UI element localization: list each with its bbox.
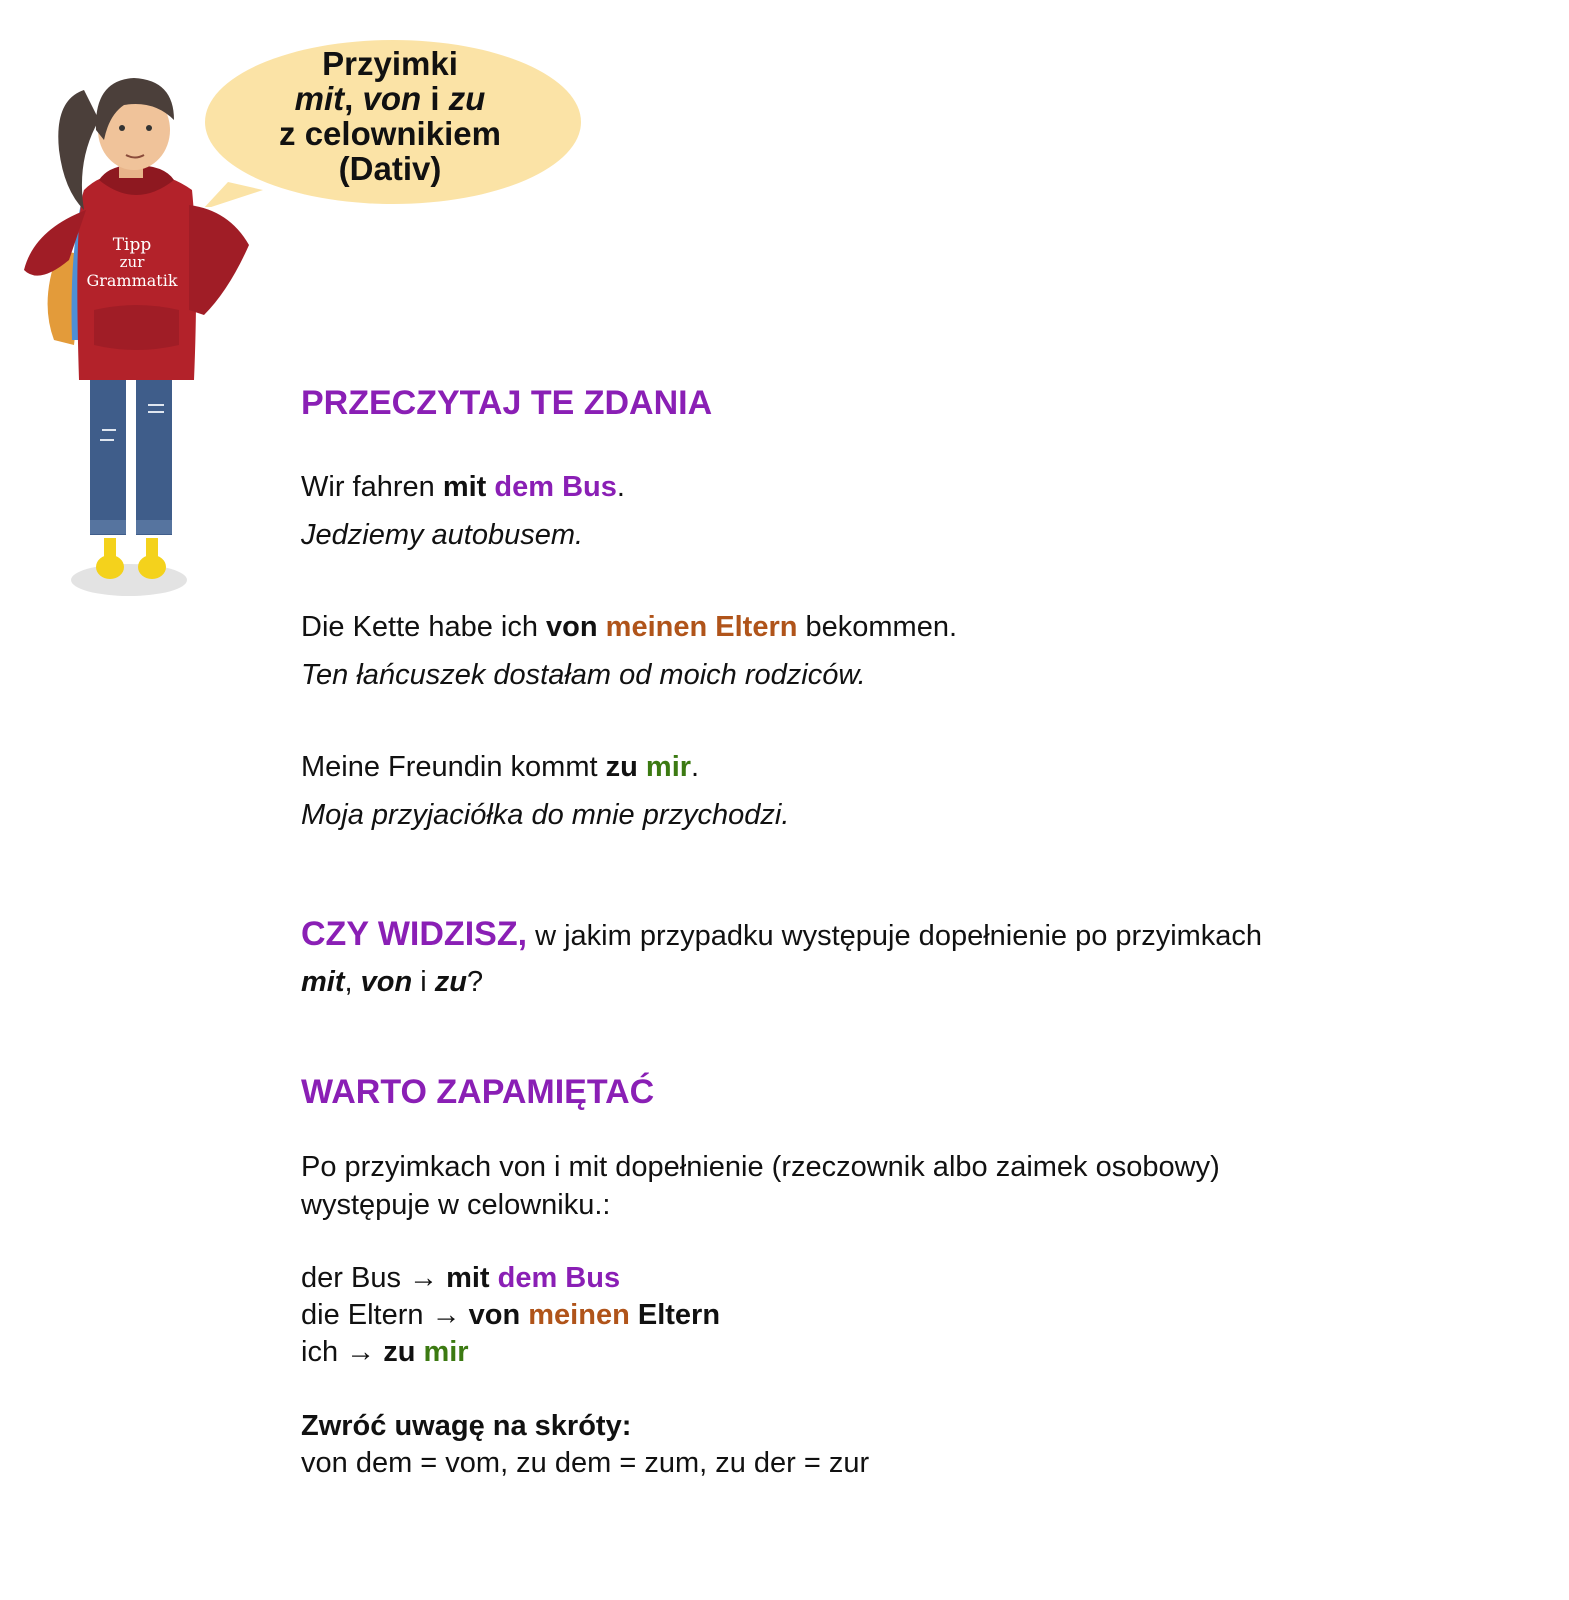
hoodie-text-2: zur xyxy=(119,253,145,271)
bubble-line-4: (Dativ) xyxy=(338,150,442,187)
bubble-line-1: Przyimki xyxy=(322,45,458,82)
rule-line-2: występuje w celowniku.: xyxy=(301,1189,611,1221)
bubble-line-3: z celownikiem xyxy=(279,115,501,152)
section-heading-read: PRZECZYTAJ TE ZDANIA xyxy=(301,384,713,422)
question-line: CZY WIDZISZ, w jakim przypadku występuje dopełnienie po przyimkach xyxy=(301,915,1263,953)
hoodie-text-3: Grammatik xyxy=(86,271,178,290)
section-heading-question: CZY WIDZISZ, xyxy=(301,915,528,953)
bubble-line-2: mit, von i zu xyxy=(294,80,486,117)
rule-line-1: Po przyimkach von i mit dopełnienie (rzeczownik albo zaimek osobowy) xyxy=(301,1151,1220,1183)
conversion-1: der Bus → mit dem Bus xyxy=(301,1262,621,1294)
hoodie-text-1: Tipp xyxy=(112,235,152,255)
question-prepositions: mit, von i zu? xyxy=(301,966,484,998)
example-de-3: Meine Freundin kommt zu mir. xyxy=(301,751,700,783)
example-pl-1: Jedziemy autobusem. xyxy=(301,519,584,551)
bubble-title xyxy=(240,46,540,186)
note-text: von dem = vom, zu dem = zum, zu der = zur xyxy=(301,1447,870,1479)
example-de-2: Die Kette habe ich von meinen Eltern bekommen. xyxy=(301,611,958,643)
conversion-2: die Eltern → von meinen Eltern xyxy=(301,1299,721,1331)
note-title: Zwróć uwagę na skróty: xyxy=(301,1410,632,1442)
example-pl-2: Ten łańcuszek dostałam od moich rodziców. xyxy=(301,659,866,691)
conversion-3: ich → zu mir xyxy=(301,1336,469,1368)
example-de-1: Wir fahren mit dem Bus. xyxy=(301,471,625,503)
section-heading-remember: WARTO ZAPAMIĘTAĆ xyxy=(301,1073,655,1111)
example-pl-3: Moja przyjaciółka do mnie przychodzi. xyxy=(301,799,790,831)
